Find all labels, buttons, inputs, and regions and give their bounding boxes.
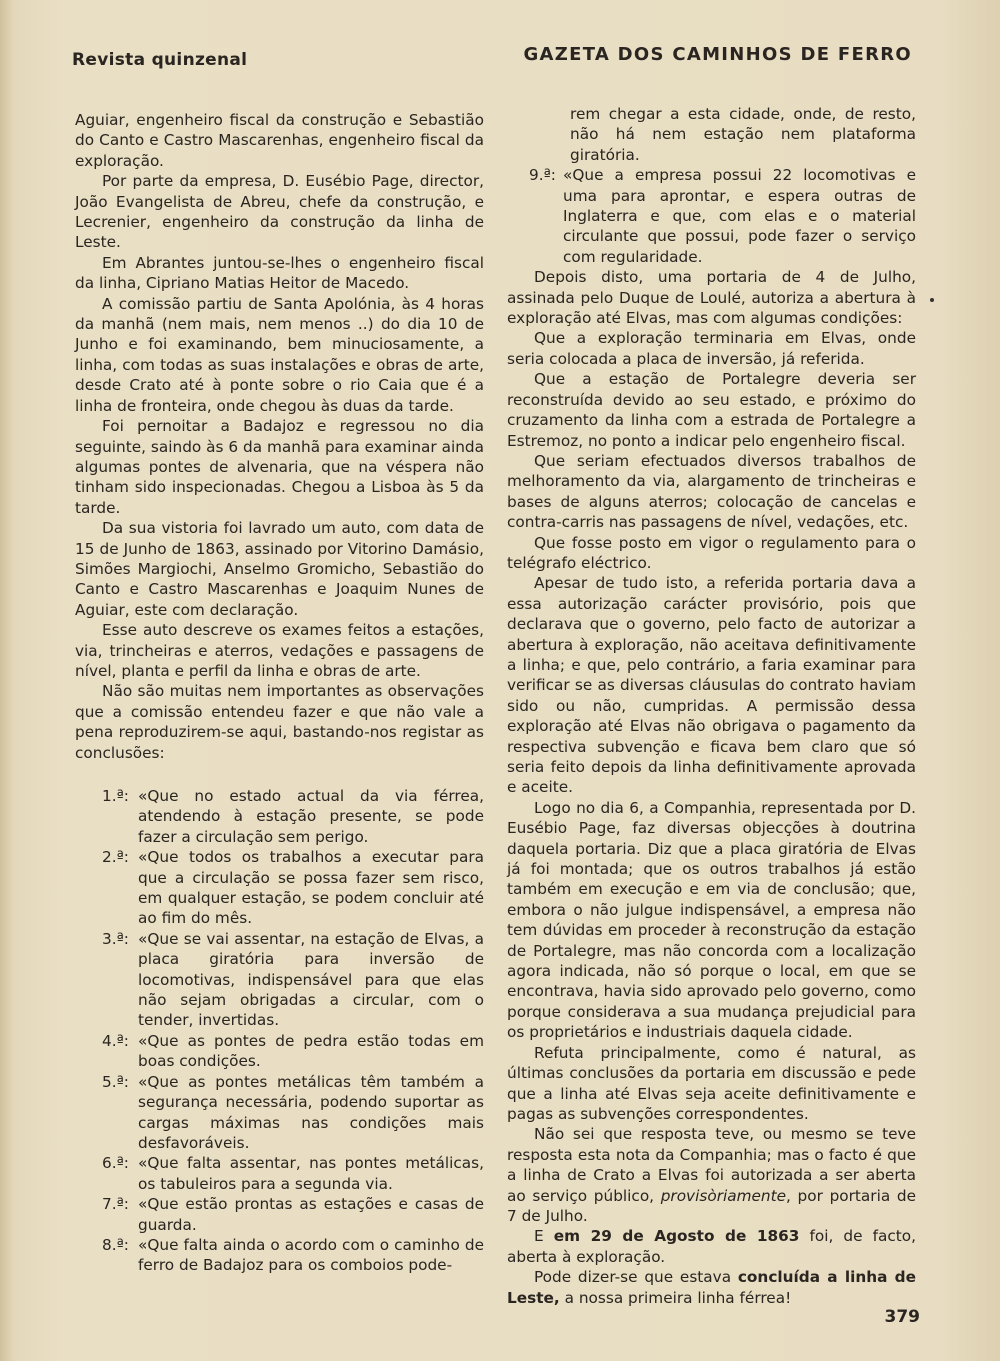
- paragraph: [507, 1267, 916, 1308]
- text-run: foi, de facto, aberta à exploração.: [507, 1227, 916, 1266]
- paragraph: Não são muitas nem importantes as observações que a comissão entendeu fazer e que não vale a pena reproduzirem-se aqui, bastando-nos registar as conclusões:: [75, 682, 484, 762]
- conclusion-text: «Que as pontes metálicas têm também a segurança necessária, podendo suportar as cargas máximas nas condições mais desfavoráveis.: [138, 1072, 484, 1152]
- page-number: 379: [884, 1307, 920, 1327]
- conclusion-item: [75, 1031, 484, 1072]
- paragraph: Que fosse posto em vigor o regulamento para o telégrafo eléctrico.: [507, 533, 916, 572]
- conclusion-item: [75, 1194, 484, 1235]
- paragraph: [507, 1226, 916, 1267]
- conclusion-text: «Que todos os trabalhos a executar para que a circulação se possa fazer sem risco, em qualquer estação, se podem concluir até ao fim do mês.: [138, 848, 484, 928]
- conclusion-text: «Que se vai assentar, na estação de Elvas, a placa giratória para inversão de locomotivas, indispensável para que elas não sejam obrigadas a circular, com o tender, invertidas.: [138, 929, 484, 1030]
- conclusion-number: 7.ª:: [102, 1195, 129, 1214]
- conclusion-item: [75, 786, 484, 847]
- text-run: Pode dizer-se que estava: [534, 1268, 738, 1287]
- paragraph: Logo no dia 6, a Companhia, representada por D. Eusébio Page, faz diversas objecções à doutrina daquela portaria. Diz que a placa giratória de Elvas já foi montada; que os outros trabalhos já estão também em execução e em via de conclusão; que, embora o não julgue indispensável, a empresa não tem dúvidas em proceder à reconstrução da estação de Portalegre, mas não concorda com a localização agora indicada, não só porque o local, em que se encontrava, havia sido aprovado pelo governo, como porque considerava a sua mudança prejudicial para os proprietários e industriais daquela cidade.: [507, 798, 916, 1042]
- paragraph: Foi pernoitar a Badajoz e regressou no dia seguinte, saindo às 6 da manhã para examinar ainda algumas pontes de alvenaria, que na véspera não tinham sido inspecionadas. Chegou a Lisboa às 5 da tarde.: [75, 417, 484, 517]
- conclusion-number: 8.ª:: [102, 1235, 129, 1254]
- text-run: E: [534, 1227, 554, 1246]
- conclusion-text: «Que falta ainda o acordo com o caminho de ferro de Badajoz para os comboios pode-: [138, 1235, 484, 1275]
- continuation-text: rem chegar a esta cidade, onde, de resto, não há nem estação nem plataforma giratória.: [570, 105, 916, 164]
- conclusion-text: «Que falta assentar, nas pontes metálicas, os tabuleiros para a segunda via.: [138, 1154, 484, 1193]
- paragraph: Esse auto descreve os exames feitos a estações, via, trincheiras e aterros, vedações e passagens de nível, planta e perfil da linha e obras de arte.: [75, 621, 484, 680]
- conclusion-number: 5.ª:: [102, 1072, 129, 1091]
- paragraph: Em Abrantes juntou-se-lhes o engenheiro fiscal da linha, Cipriano Matias Heitor de Macedo.: [75, 253, 484, 293]
- bold-date: em 29 de Agosto de 1863: [553, 1227, 800, 1246]
- header-right-title: GAZETA DOS CAMINHOS DE FERRO: [523, 44, 912, 65]
- conclusion-number: 1.ª:: [102, 787, 129, 805]
- left-column: [75, 110, 484, 1276]
- text-run: Não sei que resposta teve, ou mesmo se teve resposta esta nota da Companhia; mas o facto é que a linha de Crato a Elvas foi autorizada a ser aberta ao serviço público,: [507, 1125, 916, 1205]
- text-run: , por portaria de 7 de Julho.: [507, 1186, 916, 1225]
- conclusion-item: [75, 929, 484, 1031]
- paragraph: Apesar de tudo isto, a referida portaria dava a essa autorização carácter provisório, pois que declarava que o governo, pelo facto de autorizar a abertura à exploração, não aceitava definitivamente a linha; e que, pelo contrário, a faria examinar para verificar se as diversas cláusulas do contrato haviam sido ou não, cumpridas. A permissão dessa exploração até Elvas não obrigava o pagamento da respectiva subvenção e ficava bem claro que só seria feito depois da linha definitivamente aprovada e aceite.: [507, 574, 916, 797]
- conclusion-text: «Que as pontes de pedra estão todas em boas condições.: [138, 1031, 484, 1071]
- right-column: [507, 104, 916, 1308]
- conclusion-number: 2.ª:: [102, 848, 129, 867]
- paragraph: Depois disto, uma portaria de 4 de Julho, assinada pelo Duque de Loulé, autoriza a abertura à exploração até Elvas, mas com algumas condições:: [507, 268, 916, 328]
- conclusions-list: [75, 786, 484, 1276]
- paragraph: Que a estação de Portalegre deveria ser reconstruída devido ao seu estado, e próximo do cruzamento da linha com a estrada de Portalegre a Estremoz, no ponto a indicar pelo engenheiro fiscal.: [507, 370, 916, 450]
- text-run: a nossa primeira linha férrea!: [559, 1288, 792, 1307]
- conclusion-text: «Que no estado actual da via férrea, atendendo à estação presente, se pode fazer a circulação sem perigo.: [138, 787, 484, 846]
- conclusion-number: 6.ª:: [102, 1154, 129, 1173]
- conclusion-number: 9.ª:: [529, 166, 556, 185]
- paragraph: Aguiar, engenheiro fiscal da construção e Sebastião do Canto e Castro Mascarenhas, engenheiro fiscal da exploração.: [75, 111, 484, 170]
- conclusion-number: 4.ª:: [102, 1031, 129, 1050]
- paragraph: Refuta principalmente, como é natural, as últimas conclusões da portaria em discussão e pede que a linha até Elvas seja aceite definitivamente e pagas as subvenções correspondentes.: [507, 1043, 916, 1123]
- italic-word: provisòriamente: [660, 1186, 787, 1205]
- paragraph: Da sua vistoria foi lavrado um auto, com data de 15 de Junho de 1863, assinado por Vitorino Damásio, Simões Margiochi, Anselmo Gromicho, Sebastião do Canto e Castro Mascarenhas e Joaquim Nunes de Aguiar, este com declaração.: [75, 519, 484, 619]
- conclusion-item: [75, 1235, 484, 1276]
- paragraph: Que seriam efectuados diversos trabalhos de melhoramento da via, alargamento de trincheiras e bases de alguns aterros; colocação de cancelas e contra-carris nas passagens de nível, vedações, etc.: [507, 451, 916, 532]
- conclusion-item: [75, 1072, 484, 1154]
- conclusion-item: [75, 847, 484, 929]
- paragraph: [507, 1124, 916, 1226]
- conclusion-text: «Que estão prontas as estações e casas de guarda.: [138, 1195, 484, 1234]
- conclusion-number: 3.ª:: [102, 929, 129, 948]
- paragraph: A comissão partiu de Santa Apolónia, às 4 horas da manhã (nem mais, nem menos ..) do dia 10 de Junho e foi examinando, bem minuciosamente, a linha, com todas as suas instalações e obras de arte, desde Crato até à ponte sobre o rio Caia que é a linha de fronteira, onde chegou às duas da tarde.: [75, 294, 484, 415]
- header-left-title: Revista quinzenal: [72, 50, 248, 70]
- ink-spot: [930, 298, 934, 302]
- conclusion-continuation: [507, 104, 916, 165]
- paragraph: Que a exploração terminaria em Elvas, onde seria colocada a placa de inversão, já referida.: [507, 329, 916, 368]
- conclusion-text: «Que a empresa possui 22 locomotivas e uma para aprontar, e espera outras de Inglaterra e que, com elas e o material circulante que possui, pode fazer o serviço com regularidade.: [563, 166, 916, 266]
- bold-phrase: concluída a linha de Leste,: [507, 1268, 916, 1307]
- paragraph: Por parte da empresa, D. Eusébio Page, director, João Evangelista de Abreu, chefe da construção, e Lecrenier, engenheiro da construção da linha de Leste.: [75, 172, 484, 252]
- conclusion-item: [75, 1153, 484, 1194]
- conclusion-item: [507, 165, 916, 267]
